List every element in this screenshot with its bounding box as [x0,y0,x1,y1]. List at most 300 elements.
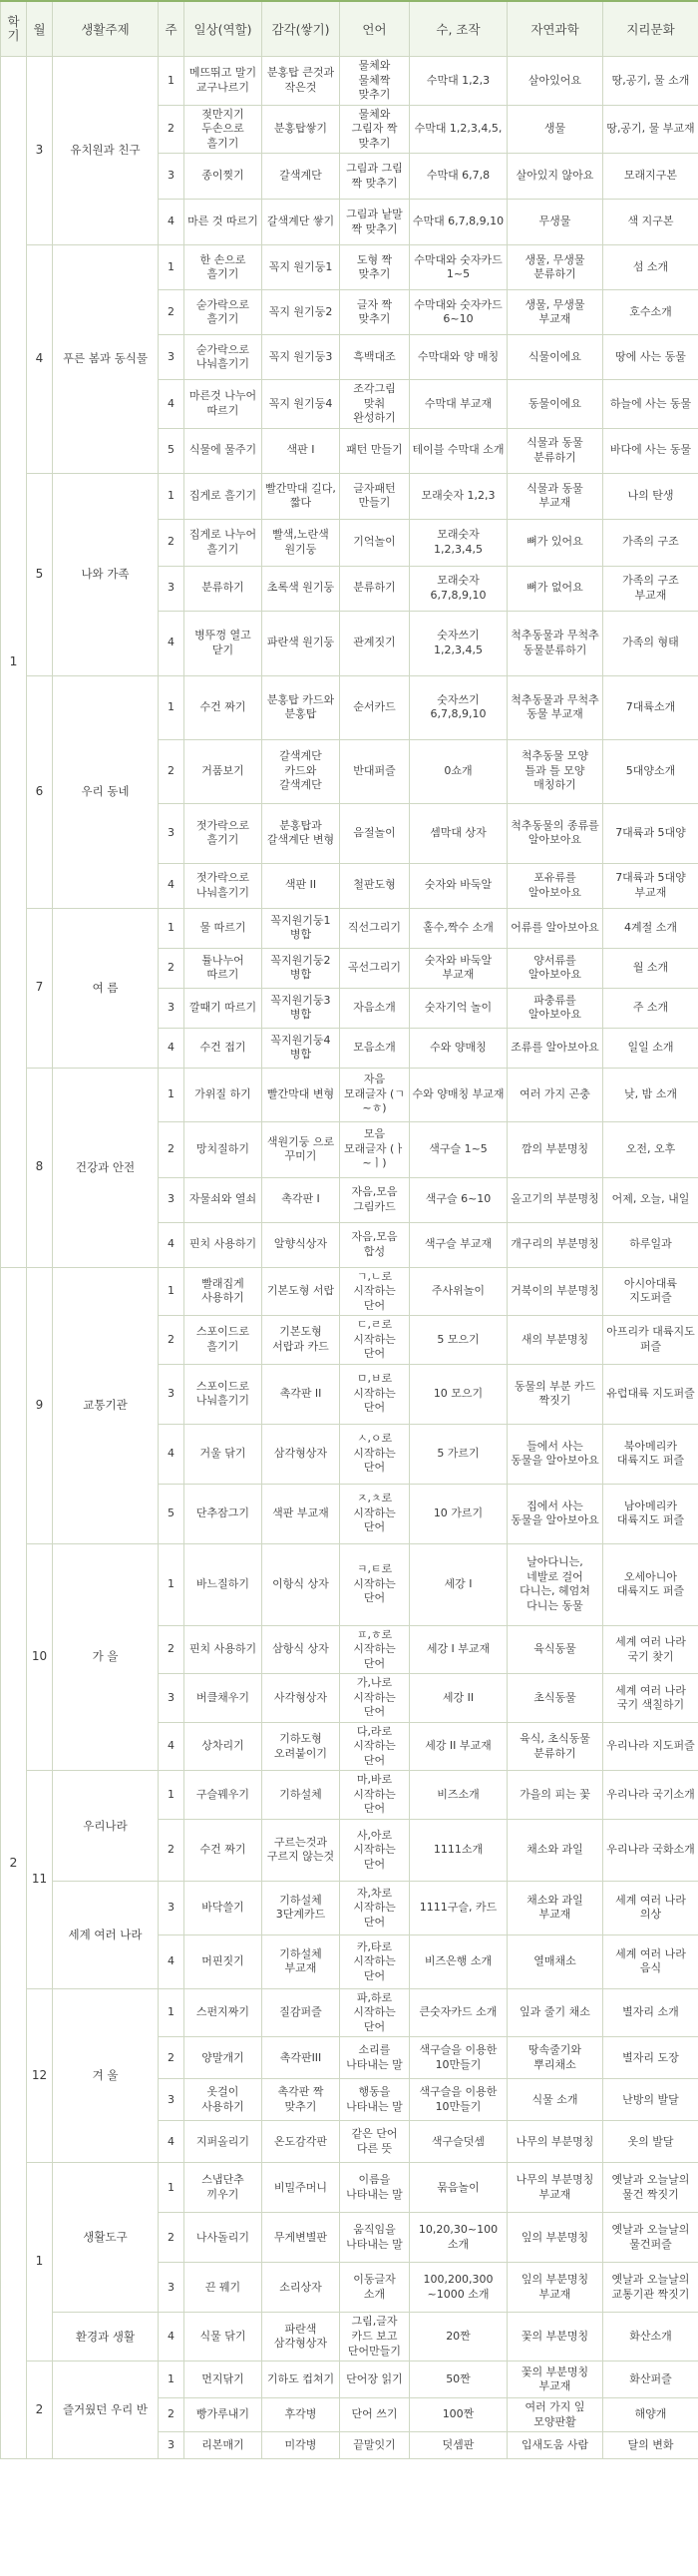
language-cell: ㅈ,ㅊ로 시작하는 단어 [340,1484,410,1543]
science-cell: 식물과 동물 분류하기 [508,428,603,473]
theme-cell: 겨 울 [53,1988,159,2163]
math-cell: 세강 II 부교재 [410,1722,508,1771]
math-cell: 색구슬덧셈 [410,2121,508,2163]
theme-cell: 우리 동네 [53,675,159,908]
geography-cell: 주 소개 [603,988,698,1028]
sensorial-cell: 색원기둥 으로 꾸미기 [262,1121,340,1177]
practical-life-cell: 마른 것 따르기 [184,200,262,245]
geography-cell: 7대륙과 5대양 [603,803,698,863]
science-cell: 나무의 부분명칭 부교재 [508,2163,603,2213]
science-cell: 동물의 부분 카드 짝짓기 [508,1364,603,1424]
sensorial-cell: 질감퍼즐 [262,1988,340,2037]
practical-life-cell: 거품보기 [184,739,262,803]
geography-cell: 별자리 도장 [603,2037,698,2079]
language-cell: 그림,글자 카드 보고 단어만들기 [340,2313,410,2361]
sensorial-cell: 꼭지원기둥4 병합 [262,1028,340,1068]
practical-life-cell: 숟가락으로 흘기기 [184,290,262,335]
language-cell: ㅋ,ㅌ로 시작하는 단어 [340,1543,410,1625]
table-row [1,245,698,290]
language-cell: 사,아로 시작하는 단어 [340,1819,410,1881]
sensorial-cell: 촉각판 짝 맞추기 [262,2079,340,2121]
week-cell: 2 [159,105,184,154]
math-cell: 수막대와 숫자카드 1~5 [410,245,508,290]
week-cell: 3 [159,1177,184,1222]
week-cell: 5 [159,428,184,473]
science-cell: 척추동물 모양 틀과 틀 모양 매칭하기 [508,739,603,803]
week-cell: 1 [159,2163,184,2213]
table-row [1,1881,698,1934]
math-cell: 수막대 부교재 [410,380,508,429]
language-cell: 단어장 읽기 [340,2361,410,2398]
sensorial-cell: 기본도형 서랍 [262,1267,340,1316]
math-cell: 비즈은행 소개 [410,1934,508,1988]
language-cell: 그림과 낱말 짝 맞추기 [340,200,410,245]
header-geography: 지리문화 [603,1,698,57]
geography-cell: 옷의 발달 [603,2121,698,2163]
math-cell: 비즈소개 [410,1771,508,1820]
practical-life-cell: 상차리기 [184,1722,262,1771]
geography-cell: 우리나라 지도퍼즐 [603,1722,698,1771]
geography-cell: 바다에 사는 동물 [603,428,698,473]
language-cell: ㄷ,ㄹ로 시작하는 단어 [340,1316,410,1365]
math-cell: 숫자쓰기 6,7,8,9,10 [410,675,508,739]
theme-cell: 생활도구 [53,2163,159,2313]
theme-cell: 환경과 생활 [53,2313,159,2361]
science-cell: 양서류를 알아보아요 [508,948,603,988]
science-cell: 여러 가지 잎 모양판활 [508,2398,603,2432]
sensorial-cell: 촉각판 I [262,1177,340,1222]
language-cell: 자음,모음 합성 [340,1222,410,1267]
table-row [1,1267,698,1316]
practical-life-cell: 집게로 나누어 흘기기 [184,519,262,566]
geography-cell: 세계 여러 나라 음식 [603,1934,698,1988]
language-cell: 글자 짝 맞추기 [340,290,410,335]
sensorial-cell: 갈색계단 [262,154,340,200]
language-cell: ㅁ,ㅂ로 시작하는 단어 [340,1364,410,1424]
math-cell: 100짠 [410,2398,508,2432]
geography-cell: 별자리 소개 [603,1988,698,2037]
geography-cell: 땅,공기, 물 부교재 [603,105,698,154]
math-cell: 5 모으기 [410,1316,508,1365]
practical-life-cell: 머핀짓기 [184,1934,262,1988]
language-cell: 철판도형 [340,863,410,908]
practical-life-cell: 젓가락으로 나눠흘기기 [184,863,262,908]
week-cell: 1 [159,57,184,106]
semester-cell: 1 [1,57,27,1268]
practical-life-cell: 물 따르기 [184,908,262,948]
science-cell: 깜의 부분명칭 [508,1121,603,1177]
week-cell: 1 [159,675,184,739]
week-cell: 3 [159,1364,184,1424]
sensorial-cell: 촉각판 II [262,1364,340,1424]
header-science: 자연과학 [508,1,603,57]
week-cell: 4 [159,611,184,675]
math-cell: 큰숫자카드 소개 [410,1988,508,2037]
language-cell: 흑백대조 [340,335,410,380]
week-cell: 2 [159,948,184,988]
science-cell: 생물 [508,105,603,154]
week-cell: 3 [159,988,184,1028]
theme-cell: 우리나라 [53,1771,159,1882]
math-cell: 10,20,30~100 소개 [410,2213,508,2263]
practical-life-cell: 버클채우기 [184,1674,262,1723]
geography-cell: 아프리카 대륙지도 퍼즐 [603,1316,698,1365]
language-cell: ㅅ,ㅇ로 시작하는 단어 [340,1424,410,1484]
theme-cell: 나와 가족 [53,473,159,675]
week-cell: 4 [159,1424,184,1484]
science-cell: 척추동물과 무척추 동물분류하기 [508,611,603,675]
geography-cell: 모래지구본 [603,154,698,200]
science-cell: 뼈가 없어요 [508,566,603,611]
geography-cell: 어제, 오늘, 내일 [603,1177,698,1222]
geography-cell: 가족의 형태 [603,611,698,675]
practical-life-cell: 바느질하기 [184,1543,262,1625]
geography-cell: 오전, 오후 [603,1121,698,1177]
math-cell: 색구슬 부교재 [410,1222,508,1267]
sensorial-cell: 구르는것과 구르지 않는것 [262,1819,340,1881]
science-cell: 채소와 과일 부교재 [508,1881,603,1934]
language-cell: 자음 모래글자 (ㄱ~ㅎ) [340,1068,410,1121]
math-cell: 수와 양매칭 부교재 [410,1068,508,1121]
sensorial-cell: 빨간막대 변형 [262,1068,340,1121]
geography-cell: 섬 소개 [603,245,698,290]
sensorial-cell: 갈색계단 쌓기 [262,200,340,245]
sensorial-cell: 색판 부교재 [262,1484,340,1543]
week-cell: 2 [159,1819,184,1881]
month-cell: 11 [27,1771,53,1989]
practical-life-cell: 수건 짜기 [184,1819,262,1881]
practical-life-cell: 망치질하기 [184,1121,262,1177]
practical-life-cell: 종이찢기 [184,154,262,200]
language-cell: 물체와 그림자 짝 맞추기 [340,105,410,154]
language-cell: 물체와 물체짝 맞추기 [340,57,410,106]
sensorial-cell: 기하설체 부교재 [262,1934,340,1988]
practical-life-cell: 젖만지기 두손으로 흘기기 [184,105,262,154]
science-cell: 들에서 사는 동물을 알아보아요 [508,1424,603,1484]
language-cell: 분류하기 [340,566,410,611]
practical-life-cell: 거울 닦기 [184,1424,262,1484]
language-cell: 단어 쓰기 [340,2398,410,2432]
geography-cell: 땅에 사는 동물 [603,335,698,380]
month-cell: 3 [27,57,53,245]
theme-cell: 건강과 안전 [53,1068,159,1267]
geography-cell: 화산소개 [603,2313,698,2361]
math-cell: 셈막대 상자 [410,803,508,863]
month-cell: 5 [27,473,53,675]
theme-cell: 교통기관 [53,1267,159,1543]
science-cell: 잎의 부분명칭 부교재 [508,2263,603,2313]
sensorial-cell: 분홍탑 카드와 분홍탑 [262,675,340,739]
math-cell: 묶음놀이 [410,2163,508,2213]
sensorial-cell: 기하도 컵쳐기 [262,2361,340,2398]
geography-cell: 화산퍼즐 [603,2361,698,2398]
week-cell: 2 [159,2213,184,2263]
math-cell: 수막대 6,7,8,9,10 [410,200,508,245]
practical-life-cell: 자물쇠와 열쇠 [184,1177,262,1222]
math-cell: 100,200,300 ~1000 소개 [410,2263,508,2313]
math-cell: 10 모으기 [410,1364,508,1424]
science-cell: 새의 부분명칭 [508,1316,603,1365]
geography-cell: 4계절 소개 [603,908,698,948]
science-cell: 열매채소 [508,1934,603,1988]
math-cell: 숫자와 바둑알 부교재 [410,948,508,988]
sensorial-cell: 무게변별판 [262,2213,340,2263]
practical-life-cell: 숟가락으로 나눠흘기기 [184,335,262,380]
table-row [1,2313,698,2361]
week-cell: 3 [159,2079,184,2121]
practical-life-cell: 젓가락으로 흘기기 [184,803,262,863]
language-cell: 카,타로 시작하는 단어 [340,1934,410,1988]
sensorial-cell: 꼭지 원기둥3 [262,335,340,380]
geography-cell: 오세아니아 대륙지도 퍼즐 [603,1543,698,1625]
header-month: 월 [27,1,53,57]
sensorial-cell: 기하도형 오려붙이기 [262,1722,340,1771]
week-cell: 2 [159,1121,184,1177]
practical-life-cell: 스포이드로 나눠흘기기 [184,1364,262,1424]
sensorial-cell: 온도감각판 [262,2121,340,2163]
sensorial-cell: 기하설체 3단계카드 [262,1881,340,1934]
science-cell: 무생물 [508,200,603,245]
week-cell: 1 [159,245,184,290]
math-cell: 수막대 1,2,3 [410,57,508,106]
science-cell: 가을의 피는 꽃 [508,1771,603,1820]
language-cell: 이동글자 소개 [340,2263,410,2313]
geography-cell: 아시아대륙 지도퍼즐 [603,1267,698,1316]
language-cell: 글자패턴 만들기 [340,473,410,519]
practical-life-cell: 지퍼올리기 [184,2121,262,2163]
practical-life-cell: 빨래집게 사용하기 [184,1267,262,1316]
math-cell: 주사위놀이 [410,1267,508,1316]
math-cell: 세강 I [410,1543,508,1625]
geography-cell: 옛날과 오늘날의 물건퍼즐 [603,2213,698,2263]
language-cell: 다,라로 시작하는 단어 [340,1722,410,1771]
science-cell: 생물, 무생물 부교재 [508,290,603,335]
language-cell: 움직임을 나타내는 말 [340,2213,410,2263]
science-cell: 포유류를 알아보아요 [508,863,603,908]
math-cell: 숫자기억 놀이 [410,988,508,1028]
language-cell: 자,차로 시작하는 단어 [340,1881,410,1934]
practical-life-cell: 마른것 나누어 따르기 [184,380,262,429]
geography-cell: 우리나라 국화소개 [603,1819,698,1881]
header-math: 수, 조작 [410,1,508,57]
practical-life-cell: 메뜨뛰고 말기 교구나르기 [184,57,262,106]
math-cell: 색구슬 6~10 [410,1177,508,1222]
header-week: 주 [159,1,184,57]
math-cell: 수막대 1,2,3,4,5, [410,105,508,154]
week-cell: 1 [159,1543,184,1625]
practical-life-cell: 나사돌리기 [184,2213,262,2263]
practical-life-cell: 단추잠그기 [184,1484,262,1543]
math-cell: 수와 양매칭 [410,1028,508,1068]
sensorial-cell: 분홍탑 큰것과 작은것 [262,57,340,106]
practical-life-cell: 가위질 하기 [184,1068,262,1121]
header-semester: 학기 [1,1,27,57]
practical-life-cell: 양말개기 [184,2037,262,2079]
week-cell: 2 [159,519,184,566]
week-cell: 4 [159,200,184,245]
practical-life-cell: 리본매기 [184,2432,262,2459]
sensorial-cell: 꼭지 원기둥2 [262,290,340,335]
header-row [1,1,698,57]
practical-life-cell: 옷걸이 사용하기 [184,2079,262,2121]
math-cell: 홀수,짝수 소개 [410,908,508,948]
geography-cell: 난방의 발달 [603,2079,698,2121]
math-cell: 색구슬 1~5 [410,1121,508,1177]
month-cell: 1 [27,2163,53,2361]
sensorial-cell: 미각병 [262,2432,340,2459]
month-cell: 8 [27,1068,53,1267]
science-cell: 개구리의 부분명칭 [508,1222,603,1267]
geography-cell: 가족의 구조 부교재 [603,566,698,611]
language-cell: 파,하로 시작하는 단어 [340,1988,410,2037]
week-cell: 5 [159,1484,184,1543]
math-cell: 테이블 수막대 소개 [410,428,508,473]
table-row [1,1988,698,2037]
math-cell: 10 가르기 [410,1484,508,1543]
geography-cell: 세계 여러 나라 국기 찾기 [603,1625,698,1674]
practical-life-cell: 스포이드로 흘기기 [184,1316,262,1365]
practical-life-cell: 구슬꿰우기 [184,1771,262,1820]
science-cell: 집에서 사는 동물을 알아보아요 [508,1484,603,1543]
month-cell: 12 [27,1988,53,2163]
geography-cell: 해양개 [603,2398,698,2432]
geography-cell: 하루일과 [603,1222,698,1267]
header-sensorial: 감각(쌓기) [262,1,340,57]
practical-life-cell: 분류하기 [184,566,262,611]
geography-cell: 북아메리카 대륙지도 퍼즐 [603,1424,698,1484]
week-cell: 3 [159,2432,184,2459]
geography-cell: 세계 여러 나라 의상 [603,1881,698,1934]
curriculum-body [1,57,698,2459]
science-cell: 식물과 동물 부교재 [508,473,603,519]
geography-cell: 땅,공기, 물 소개 [603,57,698,106]
theme-cell: 즐거웠던 우리 반 [53,2361,159,2459]
language-cell: 행동을 나타내는 말 [340,2079,410,2121]
science-cell: 초식동물 [508,1674,603,1723]
sensorial-cell: 색판 I [262,428,340,473]
sensorial-cell: 갈색계단 카드와 갈색계단 [262,739,340,803]
science-cell: 생물, 무생물 분류하기 [508,245,603,290]
month-cell: 10 [27,1543,53,1771]
sensorial-cell: 빨색,노란색 원기둥 [262,519,340,566]
table-row [1,675,698,739]
science-cell: 뼈가 있어요 [508,519,603,566]
sensorial-cell: 꼭지 원기둥1 [262,245,340,290]
geography-cell: 우리나라 국기소개 [603,1771,698,1820]
theme-cell: 세계 여러 나라 [53,1881,159,1988]
science-cell: 육식동물 [508,1625,603,1674]
language-cell: 관계짓기 [340,611,410,675]
language-cell: 기억놀이 [340,519,410,566]
theme-cell: 가 을 [53,1543,159,1771]
geography-cell: 남아메리카 대륙지도 퍼즐 [603,1484,698,1543]
language-cell: 조각그림 맞춰 완성하기 [340,380,410,429]
language-cell: 패턴 만들기 [340,428,410,473]
science-cell: 살아있지 않아요 [508,154,603,200]
language-cell: 이름을 나타내는 말 [340,2163,410,2213]
practical-life-cell: 핀치 사용하기 [184,1625,262,1674]
practical-life-cell: 스냅단추 끼우기 [184,2163,262,2213]
language-cell: ㄱ,ㄴ로 시작하는 단어 [340,1267,410,1316]
week-cell: 1 [159,908,184,948]
math-cell: 5 가르기 [410,1424,508,1484]
science-cell: 척추동물의 종류를 알아보아요 [508,803,603,863]
week-cell: 3 [159,1674,184,1723]
language-cell: 음절놀이 [340,803,410,863]
language-cell: 자음,모음 그림카드 [340,1177,410,1222]
practical-life-cell: 수건 접기 [184,1028,262,1068]
sensorial-cell: 분홍탑쌓기 [262,105,340,154]
geography-cell: 7대륙소개 [603,675,698,739]
month-cell: 2 [27,2361,53,2459]
math-cell: 모래숫자 1,2,3 [410,473,508,519]
math-cell: 숫자와 바둑알 [410,863,508,908]
science-cell: 어류를 알아보아요 [508,908,603,948]
sensorial-cell: 색판 II [262,863,340,908]
math-cell: 0쇼개 [410,739,508,803]
week-cell: 2 [159,739,184,803]
table-row [1,57,698,106]
language-cell: 직선그리기 [340,908,410,948]
geography-cell: 나의 탄생 [603,473,698,519]
month-cell: 7 [27,908,53,1068]
science-cell: 거북이의 부분명칭 [508,1267,603,1316]
week-cell: 3 [159,335,184,380]
language-cell: 같은 단어 다른 뜻 [340,2121,410,2163]
week-cell: 1 [159,1068,184,1121]
sensorial-cell: 알향식상자 [262,1222,340,1267]
math-cell: 1111소개 [410,1819,508,1881]
math-cell: 1111구슬, 카드 [410,1881,508,1934]
semester-cell: 2 [1,1267,27,2458]
language-cell: 모음소개 [340,1028,410,1068]
sensorial-cell: 기하설체 [262,1771,340,1820]
math-cell: 20짠 [410,2313,508,2361]
theme-cell: 유치원과 친구 [53,57,159,245]
practical-life-cell: 먼지닦기 [184,2361,262,2398]
language-cell: ㅍ,ㅎ로 시작하는 단어 [340,1625,410,1674]
math-cell: 덧셈판 [410,2432,508,2459]
science-cell: 꽃의 부분명칭 [508,2313,603,2361]
science-cell: 날아다니는, 네발로 걸어 다니는, 헤엄쳐 다니는 동물 [508,1543,603,1625]
geography-cell: 달의 변화 [603,2432,698,2459]
math-cell: 수막대와 숫자카드 6~10 [410,290,508,335]
table-row [1,2163,698,2213]
practical-life-cell: 바닥쓸기 [184,1881,262,1934]
sensorial-cell: 삼각형상자 [262,1424,340,1484]
week-cell: 2 [159,2398,184,2432]
sensorial-cell: 꼭지원기둥3 병합 [262,988,340,1028]
week-cell: 4 [159,1222,184,1267]
header-language: 언어 [340,1,410,57]
science-cell: 입새도움 사람 [508,2432,603,2459]
language-cell: 소리를 나타내는 말 [340,2037,410,2079]
sensorial-cell: 빨간막대 길다,짧다 [262,473,340,519]
practical-life-cell: 한 손으로 흘기기 [184,245,262,290]
sensorial-cell: 분홍탑과 갈색계단 변형 [262,803,340,863]
language-cell: 자음소개 [340,988,410,1028]
geography-cell: 하늘에 사는 동물 [603,380,698,429]
sensorial-cell: 파란색 원기둥 [262,611,340,675]
week-cell: 4 [159,1028,184,1068]
science-cell: 잎의 부분명칭 [508,2213,603,2263]
science-cell: 조류를 알아보아요 [508,1028,603,1068]
science-cell: 꽃의 부분명칭 부교재 [508,2361,603,2398]
week-cell: 2 [159,2037,184,2079]
week-cell: 3 [159,2263,184,2313]
science-cell: 채소와 과일 [508,1819,603,1881]
geography-cell: 낮, 밤 소개 [603,1068,698,1121]
